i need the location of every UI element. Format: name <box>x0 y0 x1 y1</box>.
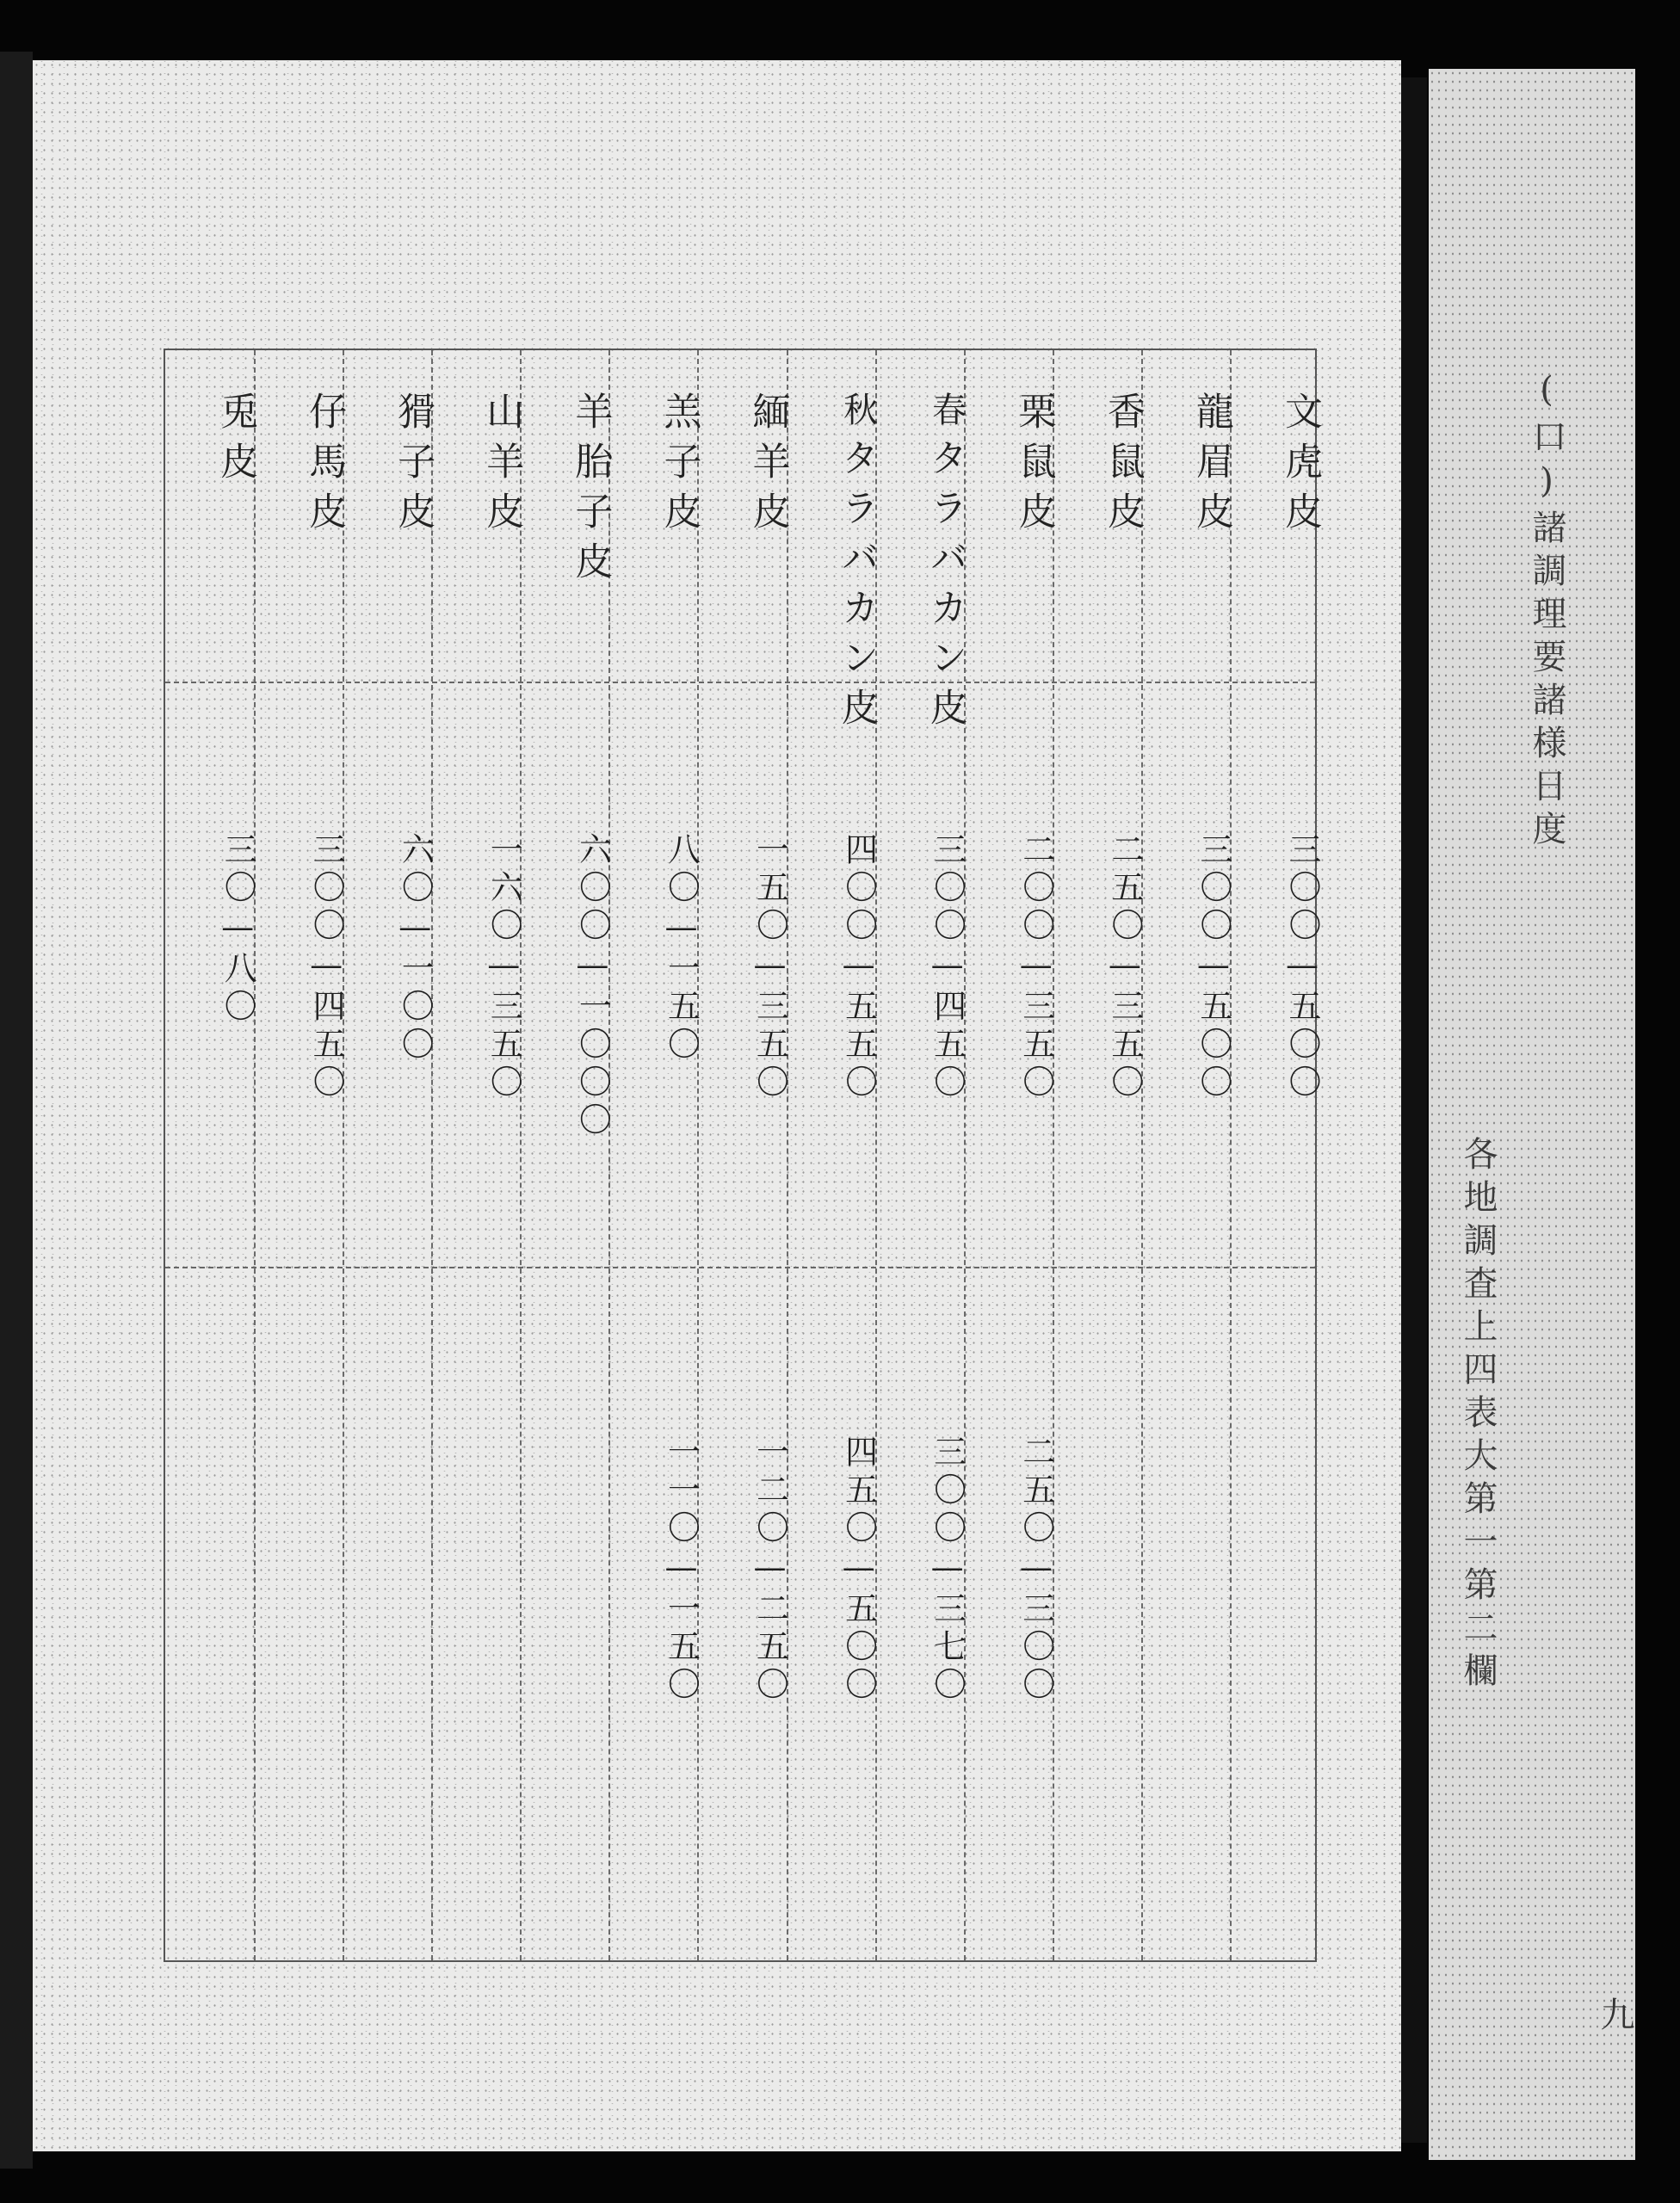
price-range-2: 一一〇—一五〇 <box>662 1435 701 1705</box>
price-range-1: 一五〇—三五〇 <box>750 832 789 1102</box>
price-range-1: 一六〇—三五〇 <box>485 832 523 1102</box>
book-spine-edge <box>0 52 33 2169</box>
price-range-2: 三〇〇—三七〇 <box>928 1435 967 1705</box>
fur-name <box>522 392 613 591</box>
fur-name <box>966 392 1056 541</box>
facing-page-heading: (口)諸調理要諸様日度 <box>1527 370 1566 854</box>
fur-name <box>256 392 347 541</box>
table-column <box>343 350 435 1960</box>
table-column <box>431 350 524 1960</box>
fur-name <box>1143 392 1233 541</box>
season-label: 秋 <box>837 392 878 438</box>
fur-name <box>699 392 790 541</box>
fur-name <box>877 392 967 737</box>
price-range-1: 三〇〇—五〇〇 <box>1194 832 1232 1102</box>
page-number: 九 <box>1595 1996 1634 2031</box>
price-range-1: 二五〇—三五〇 <box>1105 832 1144 1102</box>
table-column <box>1053 350 1145 1960</box>
table-column <box>787 350 879 1960</box>
fur-name-text: 山羊皮 <box>479 392 524 541</box>
fur-name-text: タラバカン皮 <box>834 438 879 737</box>
fur-name-text: 兎皮 <box>213 392 258 491</box>
fur-name-text: 猾子皮 <box>391 392 435 541</box>
price-range-1: 二〇〇—三五〇 <box>1016 832 1055 1102</box>
fur-name <box>610 392 701 541</box>
fur-name-text: 文虎皮 <box>1277 392 1322 541</box>
fur-price-table <box>164 349 1322 1962</box>
season-label: 春 <box>926 392 967 438</box>
fur-name <box>433 392 524 541</box>
price-range-1: 三〇—八〇 <box>219 832 257 1027</box>
fur-name-text: 仔馬皮 <box>302 392 347 541</box>
fur-name-text: 羔子皮 <box>657 392 701 541</box>
fur-name <box>344 392 435 541</box>
price-range-1: 四〇〇—五五〇 <box>839 832 878 1102</box>
fur-name <box>1232 392 1322 541</box>
price-range-1: 八〇—一五〇 <box>662 832 701 1064</box>
fur-name-text: 香鼠皮 <box>1100 392 1145 541</box>
table-column <box>520 350 613 1960</box>
price-range-2: 四五〇—五〇〇 <box>839 1435 878 1705</box>
fur-name <box>788 392 879 737</box>
page-gutter <box>1401 77 1427 2143</box>
price-range-2: 一二〇—二五〇 <box>750 1435 789 1705</box>
table-column <box>875 350 967 1960</box>
price-range-1: 三〇〇—四五〇 <box>928 832 967 1102</box>
price-range-1: 六〇〇—一〇〇〇 <box>573 832 612 1140</box>
price-range-1: 三〇〇—五〇〇 <box>1282 832 1321 1102</box>
fur-name-text: 栗鼠皮 <box>1011 392 1056 541</box>
fur-name-text: タラバカン皮 <box>923 438 967 737</box>
table-column <box>697 350 790 1960</box>
facing-page-note: 各地調査上四表大第一第二欄 <box>1458 1136 1498 1695</box>
fur-name-text: 龍眉皮 <box>1189 392 1233 541</box>
fur-name-text: 羊胎子皮 <box>568 392 613 591</box>
price-range-1: 六〇—一〇〇 <box>396 832 435 1064</box>
table-column <box>1141 350 1233 1960</box>
fur-name <box>1054 392 1145 541</box>
table-column <box>165 350 258 1960</box>
table-column <box>1230 350 1322 1960</box>
fur-name <box>165 392 258 491</box>
price-range-1: 三〇〇—四五〇 <box>307 832 346 1102</box>
table-column <box>608 350 701 1960</box>
table-column <box>254 350 347 1960</box>
table-column <box>964 350 1056 1960</box>
price-range-2: 二五〇—三〇〇 <box>1016 1435 1055 1705</box>
fur-name-text: 緬羊皮 <box>745 392 790 541</box>
